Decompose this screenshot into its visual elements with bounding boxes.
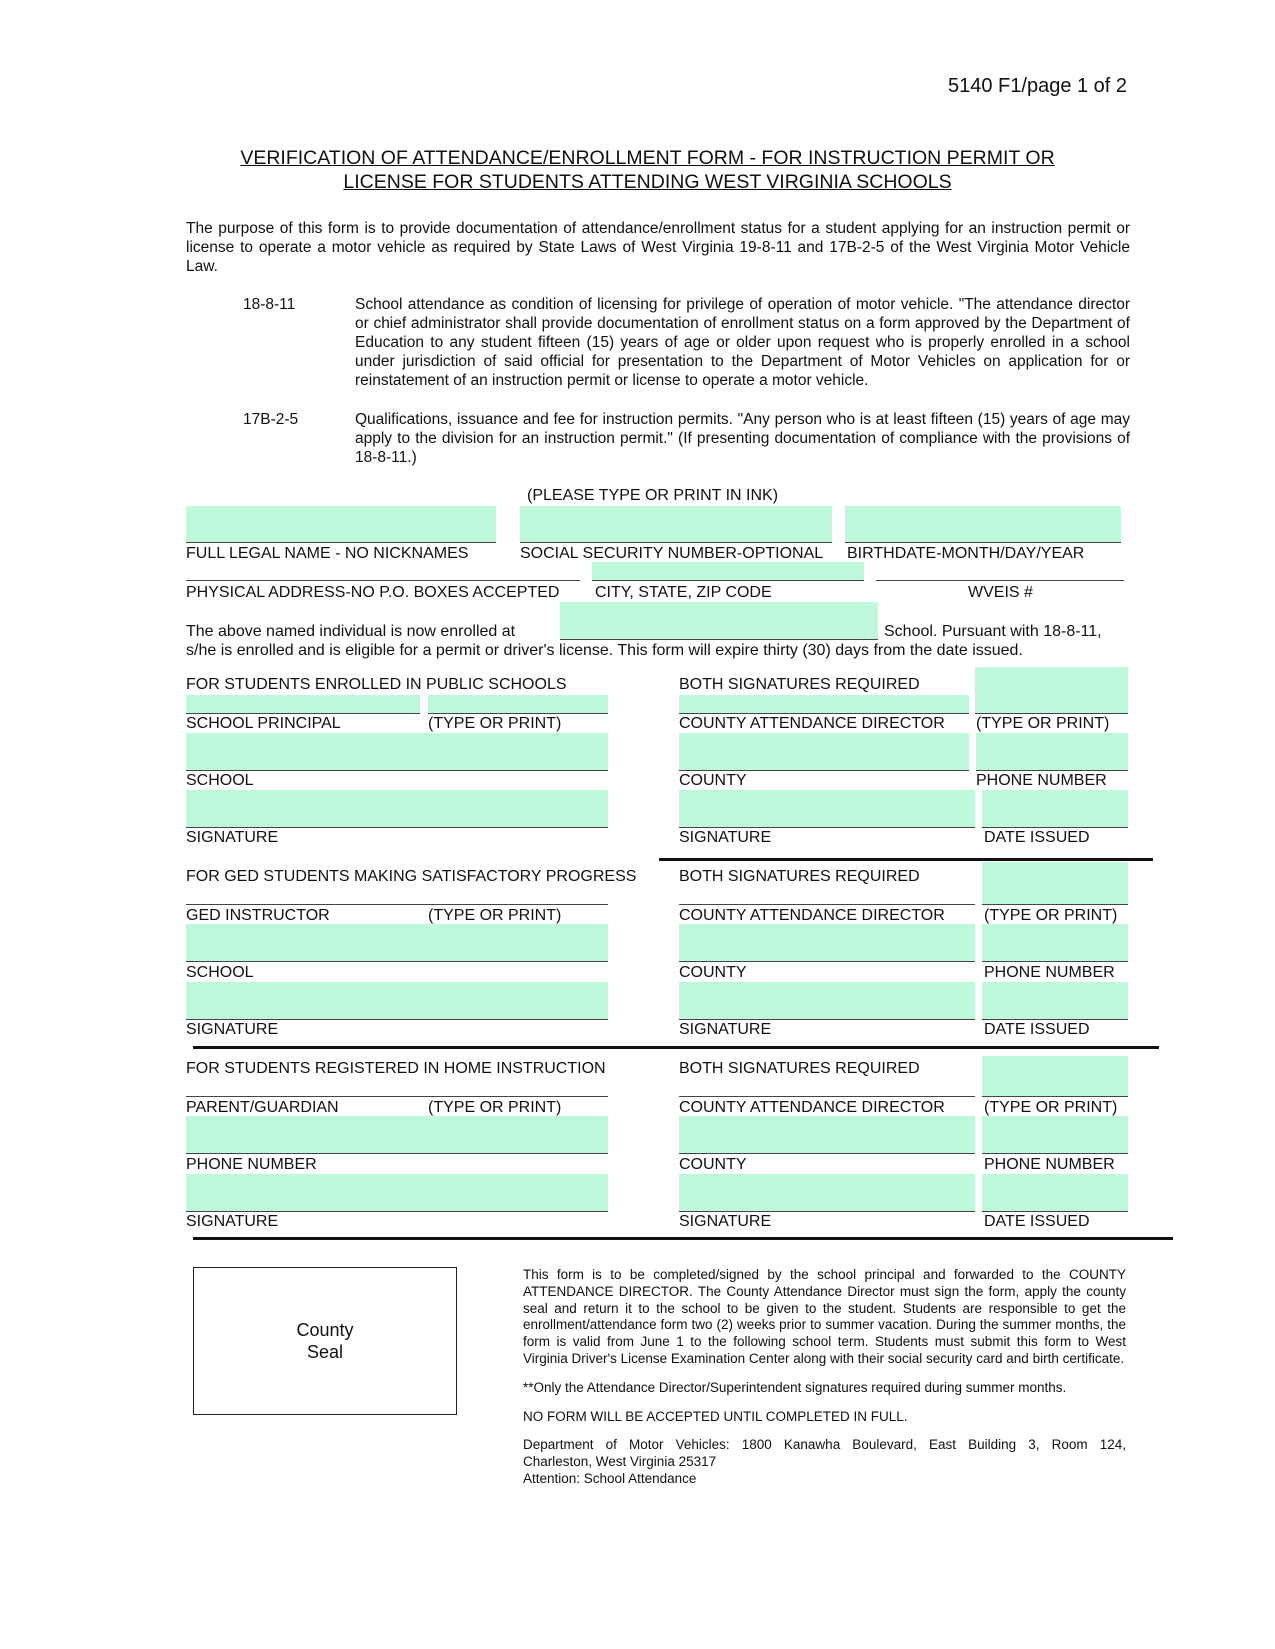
section-divider-1	[659, 858, 1153, 861]
home-date-issued-label: DATE ISSUED	[984, 1213, 1090, 1230]
section-ged-heading: FOR GED STUDENTS MAKING SATISFACTORY PROGRESS	[186, 868, 637, 885]
public-principal-signature-field[interactable]	[186, 790, 608, 828]
citation-code-1: 18-8-11	[243, 296, 296, 313]
home-director-type-note: (TYPE OR PRINT)	[984, 1099, 1118, 1116]
page-number: 5140 F1/page 1 of 2	[948, 75, 1128, 97]
home-director-signature-field[interactable]	[679, 1174, 975, 1212]
section-home-right-heading: BOTH SIGNATURES REQUIRED	[679, 1060, 920, 1077]
parent-phone-label: PHONE NUMBER	[186, 1156, 317, 1173]
home-county-label: COUNTY	[679, 1156, 747, 1173]
principal-print-field[interactable]	[428, 695, 608, 714]
section-ged-right-heading: BOTH SIGNATURES REQUIRED	[679, 868, 920, 885]
purpose-paragraph: The purpose of this form is to provide documentation of attendance/enrollment status for a student applying for an instruction permit or license to operate a motor vehicle as required by State Laws of West Virginia 19-8-11 and 17B-2-5 of the West Virginia Motor Vehicle Law.	[186, 220, 1130, 275]
citation-text-1: School attendance as condition of licensing for privilege of operation of motor vehicle. "The attendance director or chief administrator shall provide documentation of enrollment status on a form approved by the Department of Education to any student fifteen (15) years of age or older upon request who is properly enrolled in a school under jurisdiction of said official for presentation to the Department of Motor Vehicles on application for or reinstatement of an instruction permit or license to operate a motor vehicle.	[355, 296, 1130, 389]
ged-instructor-name-field[interactable]	[186, 886, 608, 905]
public-principal-signature-label: SIGNATURE	[186, 829, 279, 846]
dmv-address-line3: Attention: School Attendance	[523, 1470, 697, 1486]
dmv-address	[523, 1437, 1126, 1487]
ged-director-type-note: (TYPE OR PRINT)	[984, 907, 1118, 924]
ged-school-label: SCHOOL	[186, 964, 254, 981]
home-date-issued-field[interactable]	[982, 1174, 1128, 1212]
enrolled-suffix: School. Pursuant with 18-8-11,	[884, 623, 1102, 640]
parent-type-note: (TYPE OR PRINT)	[428, 1099, 562, 1116]
public-director-label: COUNTY ATTENDANCE DIRECTOR	[679, 715, 945, 732]
section-public-heading: FOR STUDENTS ENROLLED IN PUBLIC SCHOOLS	[186, 676, 567, 693]
ged-director-signature-field[interactable]	[679, 982, 975, 1020]
city-label: CITY, STATE, ZIP CODE	[595, 584, 772, 601]
home-county-field[interactable]	[679, 1116, 975, 1154]
ged-county-label: COUNTY	[679, 964, 747, 981]
parent-signature-field[interactable]	[186, 1174, 608, 1212]
public-director-signature-label: SIGNATURE	[679, 829, 772, 846]
principal-type-note: (TYPE OR PRINT)	[428, 715, 562, 732]
completion-notice: NO FORM WILL BE ACCEPTED UNTIL COMPLETED IN FULL.	[523, 1408, 908, 1424]
ged-instructor-label: GED INSTRUCTOR	[186, 907, 330, 924]
instructions-paragraph: This form is to be completed/signed by the school principal and forwarded to the COUNTY ATTENDANCE DIRECTOR. The County Attendance Director must sign the form, apply the county seal and return it to the school to be given to the student. Students are responsible to get the enrollment/attendance form two (2) weeks prior to summer vacation. During the summer months, the form is valid from June 1 to the following school term. Students must submit this form to West Virginia Driver's License Examination Center along with their social security card and birth certificate.	[523, 1267, 1126, 1366]
form-title-line2: LICENSE FOR STUDENTS ATTENDING WEST VIRGINIA SCHOOLS	[343, 171, 952, 193]
home-phone-field[interactable]	[982, 1116, 1128, 1154]
ged-director-signature-label: SIGNATURE	[679, 1021, 772, 1038]
ged-phone-label: PHONE NUMBER	[984, 964, 1115, 981]
section-divider-3	[193, 1237, 1173, 1240]
ged-director-name-field[interactable]	[679, 886, 975, 905]
public-school-field[interactable]	[186, 733, 608, 771]
citation-text-2: Qualifications, issuance and fee for instruction permits. "Any person who is at least fifteen (15) years of age may apply to the division for an instruction permit." (If presenting documentation of compliance with the provisions of 18-8-11.)	[355, 411, 1130, 466]
ged-instructor-type-note: (TYPE OR PRINT)	[428, 907, 562, 924]
home-director-label: COUNTY ATTENDANCE DIRECTOR	[679, 1099, 945, 1116]
enrolled-prefix: The above named individual is now enrolled at	[186, 623, 516, 640]
ssn-label: SOCIAL SECURITY NUMBER-OPTIONAL	[520, 545, 824, 562]
form-title-line1: VERIFICATION OF ATTENDANCE/ENROLLMENT FORM - FOR INSTRUCTION PERMIT OR	[240, 147, 1055, 169]
wveis-label: WVEIS #	[968, 584, 1033, 601]
ged-instructor-signature-label: SIGNATURE	[186, 1021, 279, 1038]
ssn-field[interactable]	[520, 506, 832, 543]
ged-instructor-signature-field[interactable]	[186, 982, 608, 1020]
parent-phone-field[interactable]	[186, 1116, 608, 1154]
section-divider-2	[193, 1046, 1159, 1049]
public-county-field[interactable]	[679, 733, 969, 771]
dmv-address-line1: Department of Motor Vehicles: 1800 Kanawha Boulevard, East Building 3, Room 124,	[523, 1437, 1126, 1453]
birthdate-field[interactable]	[845, 506, 1121, 543]
public-director-print-field[interactable]	[975, 667, 1128, 714]
full-name-label: FULL LEGAL NAME - NO NICKNAMES	[186, 545, 469, 562]
ged-director-label: COUNTY ATTENDANCE DIRECTOR	[679, 907, 945, 924]
parent-signature-label: SIGNATURE	[186, 1213, 279, 1230]
instructions-block	[523, 1267, 1126, 1488]
ged-date-issued-label: DATE ISSUED	[984, 1021, 1090, 1038]
home-director-signature-label: SIGNATURE	[679, 1213, 772, 1230]
city-field[interactable]	[592, 562, 864, 581]
section-public-right-heading: BOTH SIGNATURES REQUIRED	[679, 676, 920, 693]
ged-director-print-field[interactable]	[982, 862, 1128, 905]
dmv-address-line2: Charleston, West Virginia 25317	[523, 1454, 717, 1470]
ged-county-field[interactable]	[679, 924, 975, 962]
summer-note: **Only the Attendance Director/Superintendent signatures required during summer months.	[523, 1379, 1067, 1395]
home-director-name-field[interactable]	[679, 1078, 975, 1097]
public-director-name-field[interactable]	[679, 695, 969, 714]
enrolled-line2: s/he is enrolled and is eligible for a permit or driver's license. This form will expire thirty (30) days from the date issued.	[186, 642, 1023, 659]
county-seal-box	[193, 1267, 457, 1415]
public-phone-field[interactable]	[976, 733, 1128, 771]
address-field[interactable]	[186, 562, 580, 581]
seal-label-line2: Seal	[306, 1342, 343, 1362]
section-home-heading: FOR STUDENTS REGISTERED IN HOME INSTRUCTION	[186, 1060, 606, 1077]
ged-school-field[interactable]	[186, 924, 608, 962]
parent-name-field[interactable]	[186, 1078, 608, 1097]
full-name-field[interactable]	[186, 506, 496, 543]
enrolled-school-field[interactable]	[560, 602, 878, 640]
parent-label: PARENT/GUARDIAN	[186, 1099, 339, 1116]
principal-name-field[interactable]	[186, 695, 420, 714]
public-date-issued-field[interactable]	[982, 790, 1128, 828]
public-county-label: COUNTY	[679, 772, 747, 789]
public-school-label: SCHOOL	[186, 772, 254, 789]
seal-label-line1: County	[296, 1320, 354, 1340]
ged-date-issued-field[interactable]	[982, 982, 1128, 1020]
ged-phone-field[interactable]	[982, 924, 1128, 962]
home-director-print-field[interactable]	[982, 1056, 1128, 1097]
public-date-issued-label: DATE ISSUED	[984, 829, 1090, 846]
birthdate-label: BIRTHDATE-MONTH/DAY/YEAR	[847, 545, 1085, 562]
print-note: (PLEASE TYPE OR PRINT IN INK)	[527, 487, 779, 504]
principal-label: SCHOOL PRINCIPAL	[186, 715, 341, 732]
citation-code-2: 17B-2-5	[243, 411, 299, 428]
public-director-type-note: (TYPE OR PRINT)	[976, 715, 1110, 732]
address-label: PHYSICAL ADDRESS-NO P.O. BOXES ACCEPTED	[186, 584, 560, 601]
home-phone-label: PHONE NUMBER	[984, 1156, 1115, 1173]
public-director-signature-field[interactable]	[679, 790, 975, 828]
wveis-field[interactable]	[876, 562, 1124, 581]
public-phone-label: PHONE NUMBER	[976, 772, 1107, 789]
